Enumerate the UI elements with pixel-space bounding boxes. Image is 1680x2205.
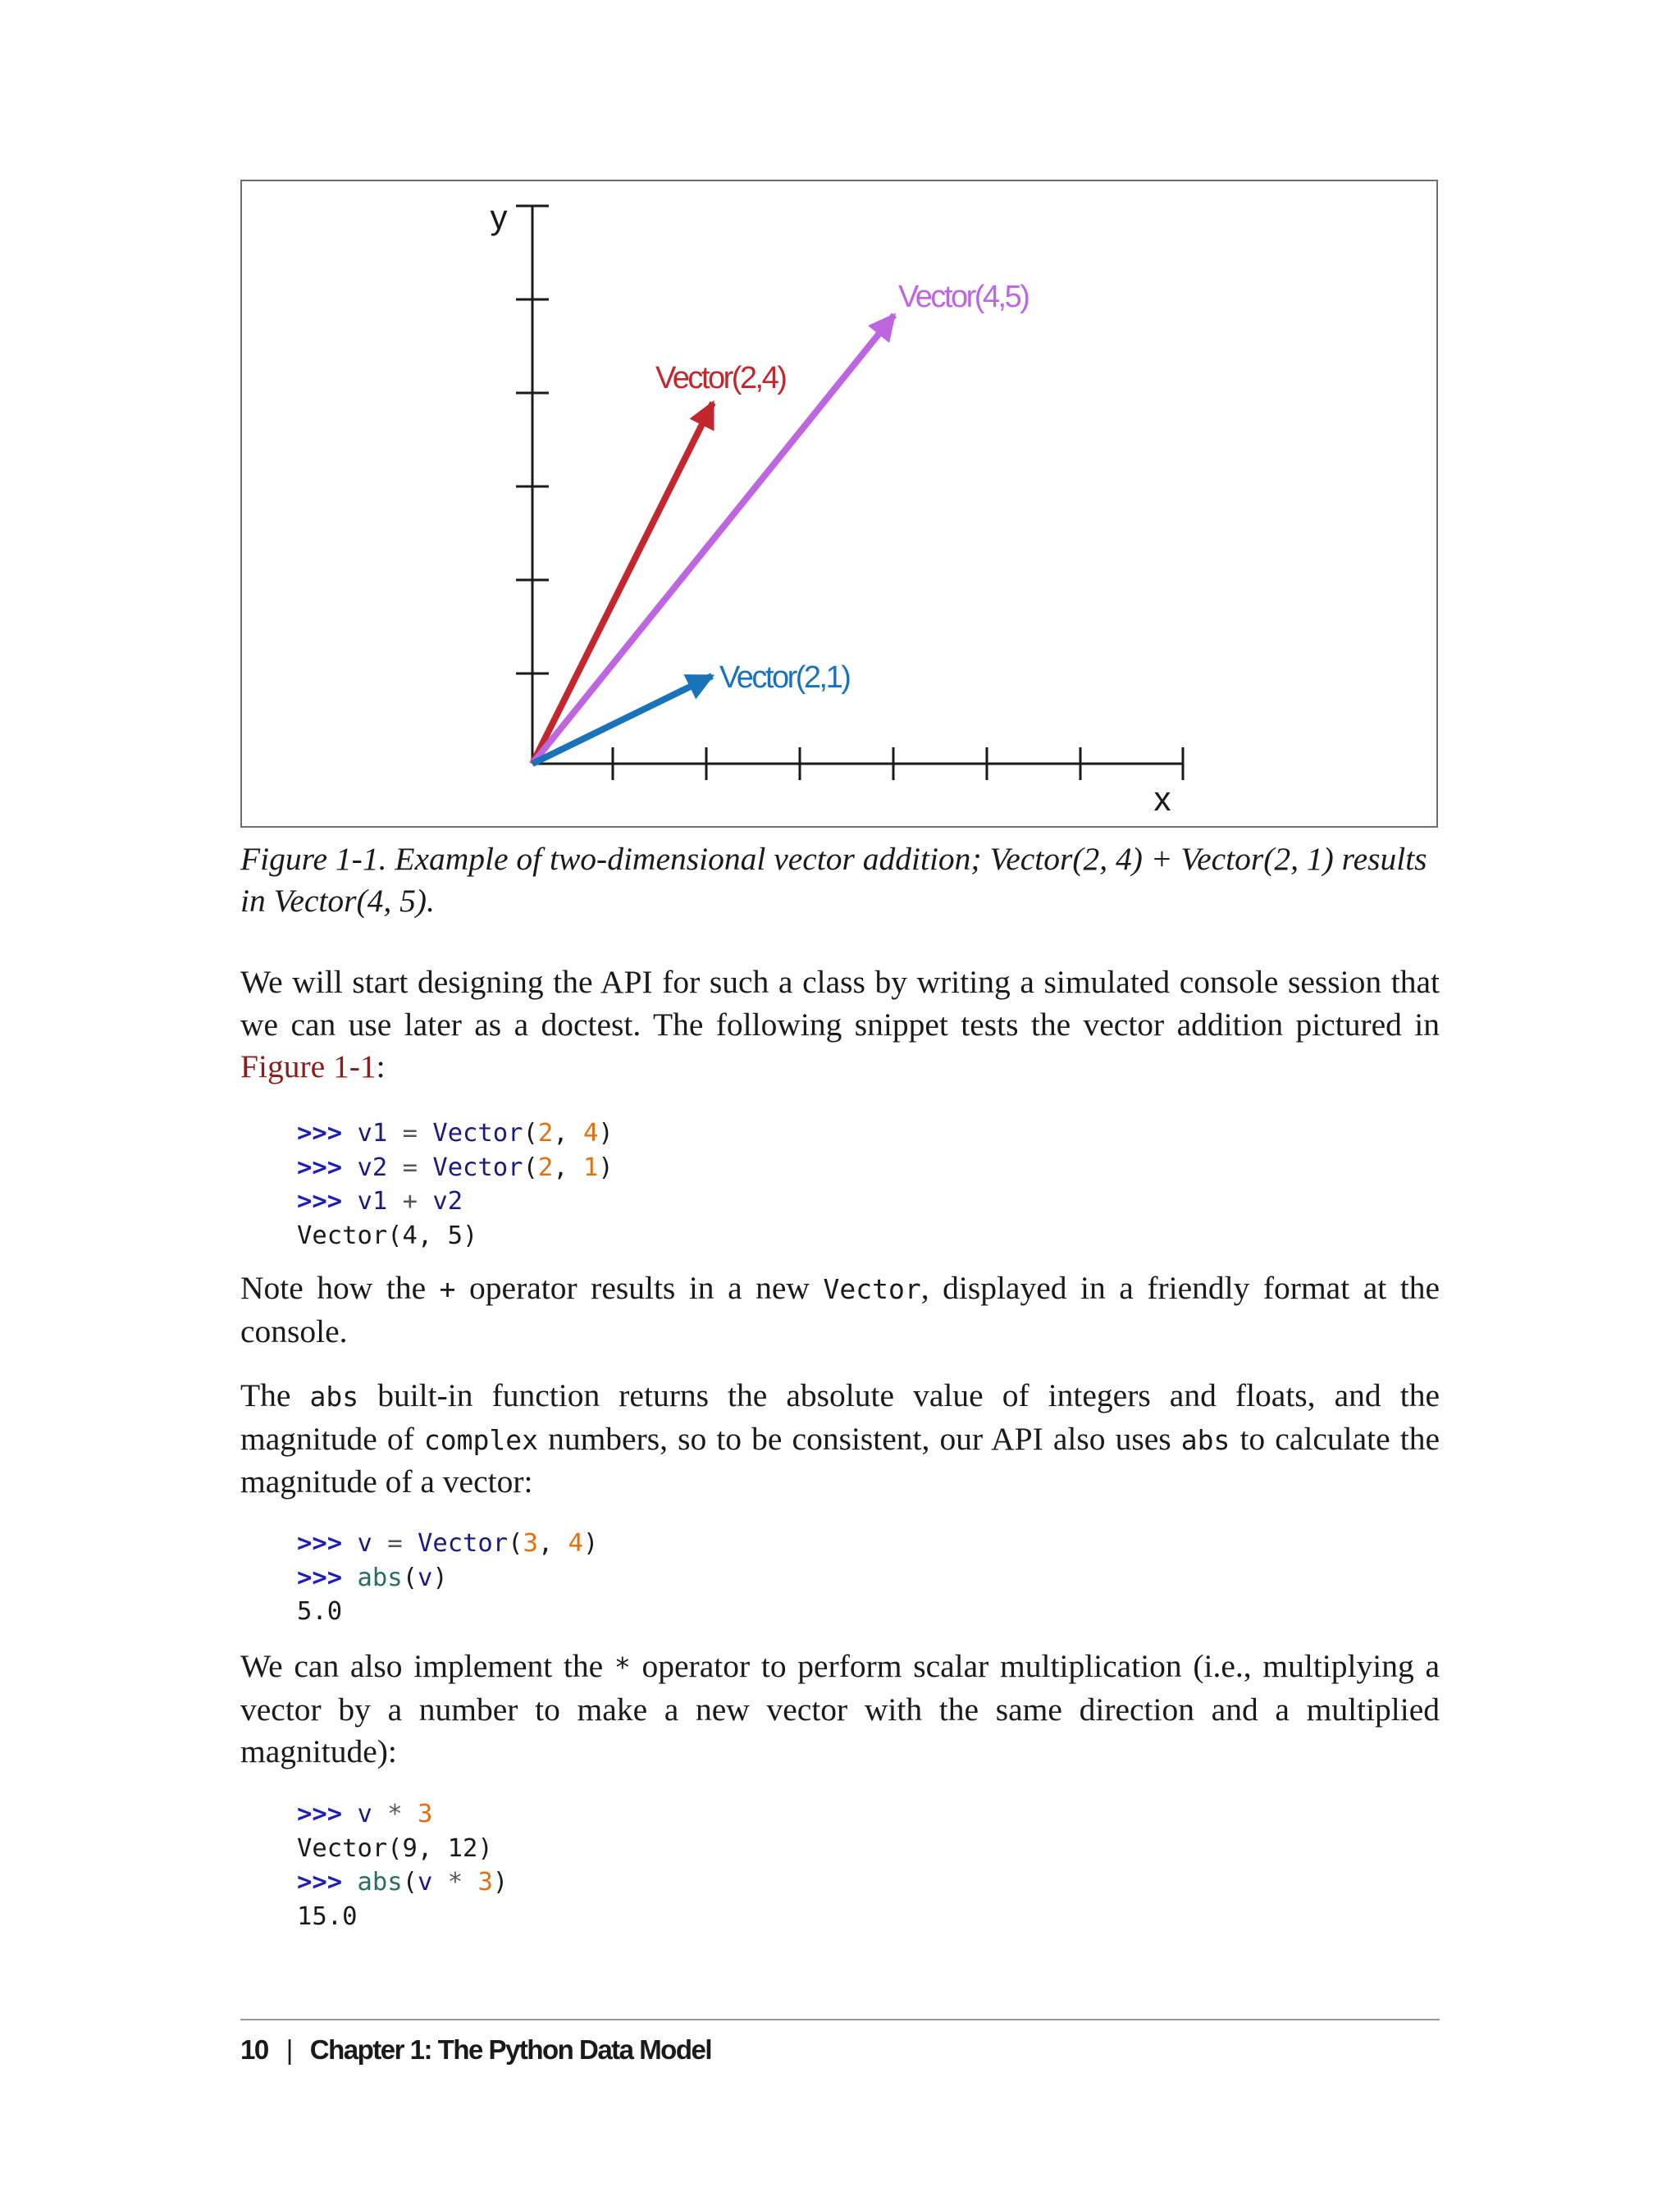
code-line: >>> v1 + v2: [297, 1187, 463, 1216]
vector-2-4-arrow: [532, 403, 713, 764]
code-output: Vector(4, 5): [297, 1221, 478, 1250]
paragraph-doctest-intro: [240, 961, 1440, 1089]
paragraph-text: built-in function returns the absolute value of integers and floats, and the magnitude of: [240, 1377, 1440, 1457]
code-line: >>> abs(v): [297, 1563, 448, 1592]
footer-divider: [240, 2019, 1440, 2020]
code-output: 5.0: [297, 1597, 343, 1626]
vector-figure: [240, 180, 1438, 828]
code-output: 15.0: [297, 1901, 358, 1931]
inline-code: +: [439, 1273, 456, 1305]
code-block-multiply: [297, 1797, 508, 1933]
page-footer: [240, 2034, 711, 2066]
paragraph-plus-operator: [240, 1267, 1440, 1353]
paragraph-text: , displayed in a friendly format at the console.: [240, 1270, 1440, 1349]
code-output: Vector(9, 12): [297, 1833, 493, 1863]
inline-code: abs: [1180, 1423, 1230, 1456]
code-block-addition: [297, 1116, 614, 1253]
vector-2-1-label: Vector(2,1): [719, 660, 850, 695]
paragraph-abs-function: [240, 1375, 1440, 1504]
paragraph-text: numbers, so to be consistent, our API also uses: [537, 1420, 1181, 1457]
paragraph-text: operator to perform scalar multiplication (i.e., multiplying a vector by a number to make a new vector with the same direction and a multiplied magnitude):: [240, 1648, 1440, 1769]
inline-code: *: [614, 1651, 631, 1683]
y-axis: [491, 198, 550, 764]
x-axis-label: x: [1153, 779, 1171, 818]
inline-code: abs: [309, 1381, 359, 1413]
vector-2-4-label: Vector(2,4): [655, 361, 786, 395]
figure-link[interactable]: Figure 1-1: [240, 1048, 377, 1084]
inline-code: Vector: [823, 1273, 921, 1305]
chapter-title: Chapter 1: The Python Data Model: [309, 2034, 712, 2065]
page-number: 10: [240, 2034, 268, 2065]
code-line: >>> abs(v * 3): [297, 1868, 509, 1897]
paragraph-text: Note how the: [240, 1270, 440, 1306]
y-axis-label: y: [490, 198, 508, 236]
vector-diagram: [242, 181, 1440, 829]
inline-code: complex: [423, 1423, 538, 1456]
paragraph-text: :: [376, 1048, 386, 1084]
paragraph-scalar-multiplication: [240, 1646, 1440, 1774]
code-line: >>> v = Vector(3, 4): [297, 1529, 599, 1558]
code-line: >>> v1 = Vector(2, 4): [297, 1119, 614, 1148]
paragraph-text: to calculate the magnitude of a vector:: [240, 1420, 1440, 1500]
figure-caption: Figure 1-1. Example of two-dimensional vector addition; Vector(2, 4) + Vector(2, 1) results in Vector(4, 5).: [240, 841, 1427, 919]
x-axis: [532, 747, 1183, 818]
code-line: >>> v * 3: [297, 1800, 433, 1828]
paragraph-text: We will start designing the API for such a class by writing a simulated console session that we can use later as a doctest. The following snippet tests the vector addition pictured in: [240, 964, 1440, 1043]
code-line: >>> v2 = Vector(2, 1): [297, 1153, 614, 1182]
code-block-abs: [297, 1527, 598, 1629]
paragraph-text: We can also implement the: [240, 1648, 614, 1684]
paragraph-text: The: [240, 1377, 310, 1413]
vector-4-5-label: Vector(4,5): [898, 280, 1029, 314]
vector-2-1-arrow: [532, 676, 712, 764]
footer-separator: |: [285, 2034, 292, 2065]
paragraph-text: operator results in a new: [455, 1270, 824, 1306]
